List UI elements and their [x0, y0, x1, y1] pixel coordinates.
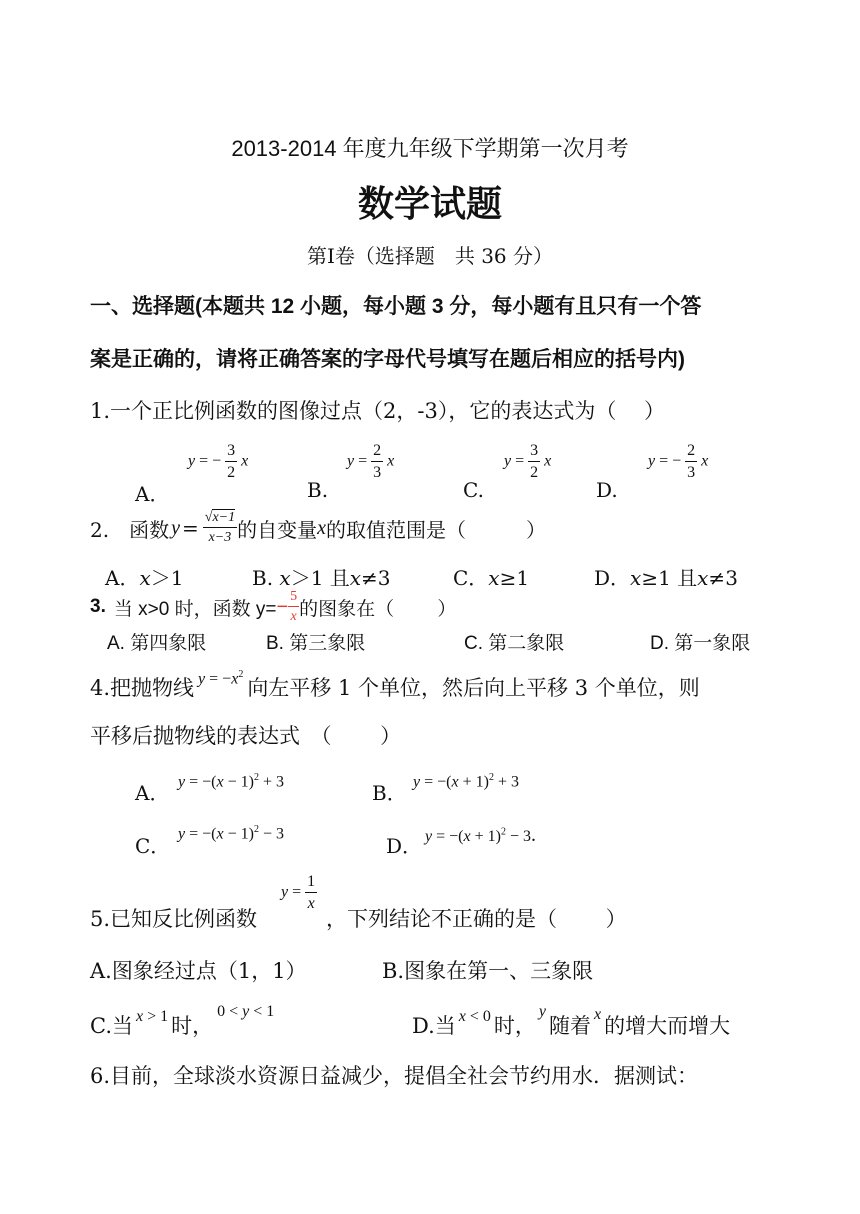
question-6-stem: 6.目前，全球淡水资源日益减少，提倡全社会节约用水．据测试：	[90, 1064, 699, 1088]
q5-option-c-range: 0 < y < 1	[217, 1003, 275, 1020]
exam-title: 2013-2014 年度九年级下学期第一次月考	[231, 136, 629, 161]
q1-option-a-label: A．	[135, 482, 170, 506]
q4-option-c-formula: $y = -(x - 1)^2 - 3$	[178, 824, 284, 843]
q5-option-c-prefix: C.当	[90, 1014, 133, 1038]
q3-stem-a: 当 x>0 时，函数 y=	[113, 598, 277, 620]
q5-option-d-mid: 时，	[493, 1014, 536, 1038]
q5-option-d-x: x	[594, 1006, 602, 1023]
q4-option-d-label: D．	[386, 834, 423, 858]
q4-option-a-label: A．	[135, 781, 170, 805]
q3-option-c: C. 第二象限	[464, 633, 565, 654]
q1-option-b-formula: y = $\frac{2}{3}$ x	[347, 442, 395, 481]
q1-option-c-formula: y = $\frac{3}{2}$ x	[504, 442, 552, 481]
q5-option-b: B.图象在第一、三象限	[382, 959, 594, 983]
q3-label: 3.	[90, 596, 106, 617]
question-4-stem-line2: 平移后抛物线的表达式 （ ）	[90, 724, 402, 748]
q1-option-d-formula: y = − $\frac{2}{3}$ x	[648, 442, 709, 481]
q5-option-a: A.图象经过点（1，1）	[90, 959, 307, 983]
q2-stem-end: 的取值范围是（ ）	[326, 517, 546, 542]
q1-option-a-formula: y = − $\frac{3}{2}$ x	[188, 442, 249, 481]
q5-option-d-condition: x < 0	[458, 1008, 491, 1025]
q5-option-c-mid: 时，	[171, 1014, 214, 1038]
q5-stem-a: 5.已知反比例函数	[90, 907, 258, 931]
question-4-stem	[90, 669, 700, 702]
q5-option-d-prefix: D.当	[412, 1014, 456, 1038]
q4-stem-a: 4.把抛物线	[90, 676, 195, 700]
q4-option-d-formula: $y = -(x + 1)^2 - 3$.	[425, 824, 536, 846]
q2-stem-rest: 的自变量	[237, 517, 318, 542]
q5-option-d-with: 随着	[549, 1014, 592, 1038]
volume-title: 第Ⅰ卷（选择题 共 36 分）	[306, 244, 554, 268]
q5-formula: y = $\frac{1}{x}$	[281, 873, 316, 912]
q5-option-c-condition: x > 1	[136, 1008, 169, 1025]
section-heading-line2: 案是正确的，请将正确答案的字母代号填写在题后相应的括号内)	[90, 348, 685, 371]
q4-option-b-label: B．	[372, 781, 407, 805]
q3-option-d: D. 第一象限	[650, 633, 751, 654]
q3-option-b: B. 第三象限	[266, 633, 366, 654]
question-3-stem: 3. 当 x>0 时，函数 y= − $\frac{5}{x}$ 的图象在（ ）	[90, 589, 457, 624]
q4-option-b-formula: $y = -(x + 1)^2 + 3$	[413, 772, 519, 791]
q4-parabola-formula: $y = -x^2$	[198, 669, 244, 688]
q5-option-d-end: 的增大而增大	[604, 1014, 731, 1038]
subject-title: 数学试题	[357, 184, 502, 225]
q5-option-d	[412, 1003, 731, 1040]
q2-option-b: B. 𝑥＞1 且𝑥≠3	[252, 566, 391, 590]
q1-option-b-label: B.	[307, 478, 329, 502]
q4-option-a-formula: $y = -(x - 1)^2 + 3$	[178, 772, 284, 791]
q3-stem-b: 的图象在（ ）	[299, 598, 457, 620]
q2-label: 2. 函数	[90, 517, 170, 542]
q2-option-d: D．𝑥≥1 且𝑥≠3	[594, 566, 738, 590]
question-1-stem: 1.一个正比例函数的图像过点（2，-3），它的表达式为（ ）	[90, 399, 666, 423]
q2-option-c: C．𝑥≥1	[453, 566, 530, 590]
q4-option-c-label: C．	[135, 834, 171, 858]
q1-option-d-label: D.	[596, 478, 618, 502]
q1-option-c-label: C.	[463, 478, 484, 502]
q2-option-a: A．𝑥＞1	[105, 566, 184, 590]
q4-stem-b: 向左平移 1 个单位，然后向上平移 3 个单位，则	[247, 676, 700, 700]
q2-fraction: $\frac{√x-1}{x-3}$	[204, 510, 236, 545]
section-heading-line1: 一、选择题(本题共 12 小题，每小题 3 分，每小题有且只有一个答	[90, 295, 702, 318]
q5-option-c	[90, 1003, 275, 1040]
q5-option-d-y: y	[538, 1003, 547, 1020]
q3-fraction: $\frac{5}{x}$	[290, 589, 298, 624]
q5-stem-b: ，下列结论不正确的是（ ）	[326, 907, 627, 931]
q3-option-a: A. 第四象限	[107, 633, 207, 654]
question-2-stem: 2. 函数 y = $\frac{√x-1}{x-3}$ 的自变量 x 的取值范围是（ ）	[90, 510, 546, 545]
